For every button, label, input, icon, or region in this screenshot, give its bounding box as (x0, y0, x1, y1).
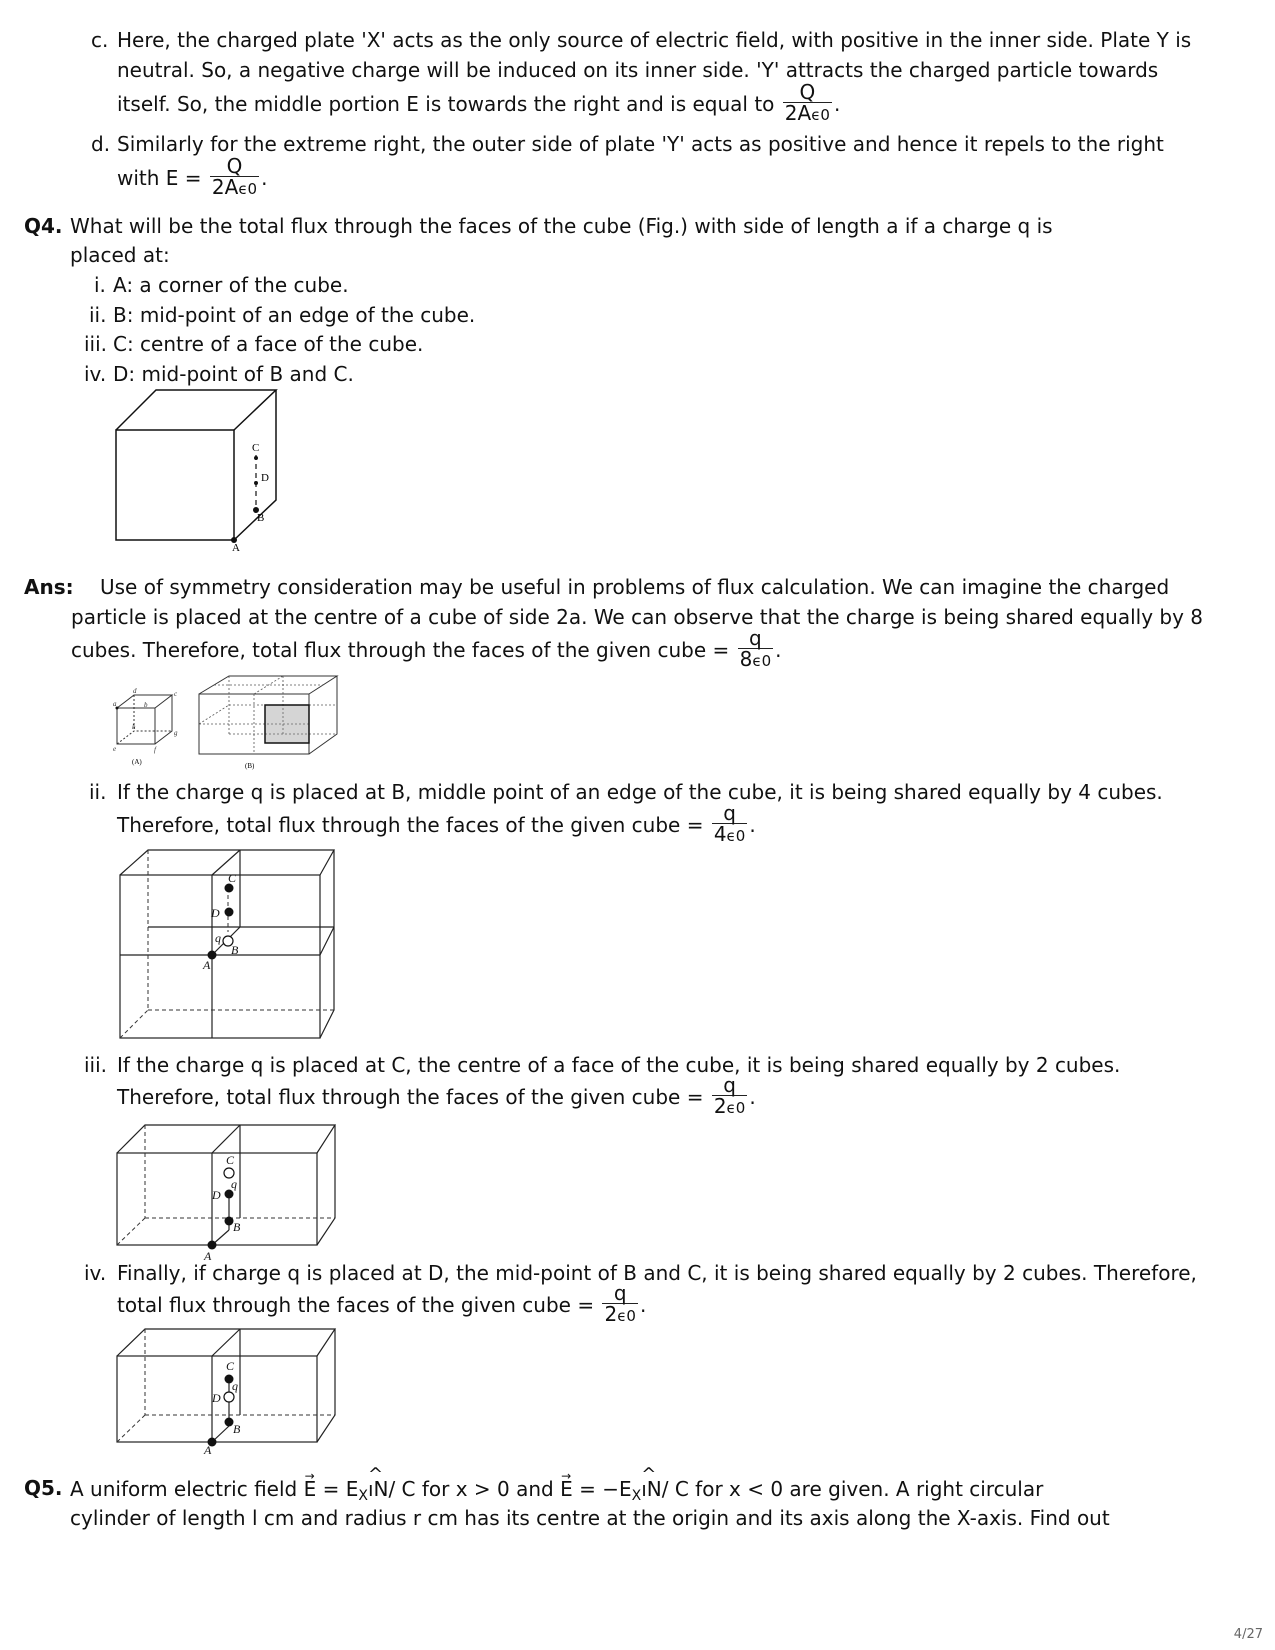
cube-figure-b (195, 672, 345, 772)
part-d-line-1: Similarly for the extreme right, the outer side of plate 'Y' acts as positive and hence it repels to the right (117, 132, 1164, 156)
part-d-marker: d. (91, 132, 111, 156)
part-d-line-2: with E = $\frac{Q}{2A\epsilon 0}$ . (117, 154, 268, 199)
svg-text:a: a (113, 700, 117, 708)
svg-text:(A): (A) (132, 758, 142, 766)
svg-text:q: q (231, 1177, 237, 1191)
page-number: 4/27 (1233, 1627, 1263, 1642)
svg-text:f: f (154, 746, 156, 754)
fraction-q-over-8eps0: $\frac{q}{8\epsilon 0}$ (739, 626, 772, 671)
svg-text:D: D (212, 1188, 221, 1202)
sub-iii-marker: iii. (84, 1053, 108, 1077)
q4-item-text: A: a corner of the cube. (113, 273, 349, 297)
svg-text:C: C (252, 442, 260, 454)
svg-text:q: q (215, 931, 221, 945)
svg-text:D: D (261, 472, 269, 484)
svg-text:D: D (211, 906, 220, 920)
q4-line-2: placed at: (70, 243, 170, 267)
svg-text:A: A (204, 1249, 212, 1263)
q5-line-2: cylinder of length l cm and radius r cm has its centre at the origin and its axis along the X-axis. Find out (70, 1506, 1110, 1530)
answer-line-1: Use of symmetry consideration may be useful in problems of flux calculation. We can imagine the charged (100, 575, 1170, 599)
cube-figure-a (112, 688, 187, 768)
svg-text:q: q (232, 1379, 238, 1393)
answer-line-3: cubes. Therefore, total flux through the faces of the given cube = $\frac{q}{8\epsilon 0}$ . (71, 626, 782, 671)
part-c-text: itself. So, the middle portion E is towards the right and is equal to (117, 92, 775, 116)
q5-line-1: A uniform electric field → $E = E_X\^{}$ ıN/ C for x > 0 and → $E = -E_X\^{}$ ıN/ C for x < 0 are given. A right circular (70, 1477, 1043, 1508)
svg-text:B: B (233, 1422, 241, 1436)
svg-text:d: d (133, 687, 137, 695)
svg-text:B: B (231, 943, 239, 957)
sub-iv-line-2: total flux through the faces of the given cube = $\frac{q}{2\epsilon 0}$ . (117, 1281, 647, 1326)
part-c-marker: c. (91, 28, 109, 52)
vector-e: → E (304, 1477, 317, 1501)
sub-iii-line-2: Therefore, total flux through the faces of the given cube = $\frac{q}{2\epsilon 0}$ . (117, 1073, 756, 1118)
part-c-line-1: Here, the charged plate 'X' acts as the only source of electric field, with positive in the inner side. Plate Y is (117, 28, 1192, 52)
fraction-q-over-2a-eps0: $\frac{Q}{2A\epsilon 0}$ (211, 154, 258, 199)
sub-ii-line-2: Therefore, total flux through the faces of the given cube = $\frac{q}{4\epsilon 0}$ . (117, 801, 756, 846)
q4-line-1: What will be the total flux through the faces of the cube (Fig.) with side of length a if a charge q is (70, 214, 1053, 238)
q4-item-marker: ii. (89, 303, 107, 327)
q4-item-text: C: centre of a face of the cube. (113, 332, 424, 356)
svg-text:A: A (203, 958, 211, 972)
fraction-q-over-2eps0: $\frac{q}{2\epsilon 0}$ (713, 1073, 746, 1118)
svg-text:(B): (B) (245, 762, 255, 770)
q4-item-text: B: mid-point of an edge of the cube. (113, 303, 476, 327)
svg-text:B: B (257, 512, 265, 524)
fraction-q-over-4eps0: $\frac{q}{4\epsilon 0}$ (713, 801, 746, 846)
answer-label: Ans: (24, 575, 74, 599)
svg-text:A: A (204, 1443, 212, 1457)
q4-item-marker: i. (94, 273, 106, 297)
svg-text:A: A (232, 542, 240, 554)
fraction-q-over-2a-eps0: $\frac{Q}{2A\epsilon 0}$ (784, 80, 830, 125)
cube-figure-iii (112, 1118, 342, 1263)
svg-text:c: c (174, 690, 178, 698)
sub-ii-marker: ii. (89, 780, 107, 804)
answer-line-2: particle is placed at the centre of a cube of side 2a. We can observe that the charge is being shared equally by 8 (71, 605, 1204, 629)
q4-item-text: D: mid-point of B and C. (113, 362, 354, 386)
cube-figure-ii (112, 845, 342, 1045)
sub-iii-line-1: If the charge q is placed at C, the centre of a face of the cube, it is being shared equally by 2 cubes. (117, 1053, 1121, 1077)
svg-text:g: g (174, 729, 178, 737)
part-c-line-3: itself. So, the middle portion E is towards the right and is equal to $\frac{Q}{2A\epsilon 0}$ . (117, 80, 841, 125)
svg-text:b: b (144, 701, 148, 709)
sub-iv-marker: iv. (84, 1261, 107, 1285)
sub-iv-line-1: Finally, if charge q is placed at D, the mid-point of B and C, it is being shared equally by 2 cubes. Therefore, (117, 1261, 1197, 1285)
q4-item-marker: iv. (84, 362, 107, 386)
q4-item-marker: iii. (84, 332, 108, 356)
svg-text:D: D (212, 1391, 221, 1405)
svg-text:B: B (233, 1220, 241, 1234)
svg-text:e: e (113, 745, 117, 753)
q4-label: Q4. (24, 214, 63, 238)
q5-label: Q5. (24, 1476, 63, 1500)
sub-ii-line-1: If the charge q is placed at B, middle point of an edge of the cube, it is being shared equally by 4 cubes. (117, 780, 1163, 804)
unit-vector-i: ^ ı (368, 1477, 374, 1501)
svg-text:C: C (226, 1359, 235, 1373)
fraction-q-over-2eps0: $\frac{q}{2\epsilon 0}$ (604, 1281, 636, 1326)
svg-text:C: C (228, 871, 237, 885)
vector-e: → E (560, 1477, 573, 1501)
svg-text:h: h (132, 723, 136, 731)
cube-figure-iv (112, 1325, 342, 1455)
svg-text:C: C (226, 1153, 235, 1167)
part-c-line-2: neutral. So, a negative charge will be induced on its inner side. 'Y' attracts the charged particle towards (117, 58, 1159, 82)
cube-figure-q4 (110, 385, 290, 555)
unit-vector-i: ^ ı (641, 1477, 647, 1501)
